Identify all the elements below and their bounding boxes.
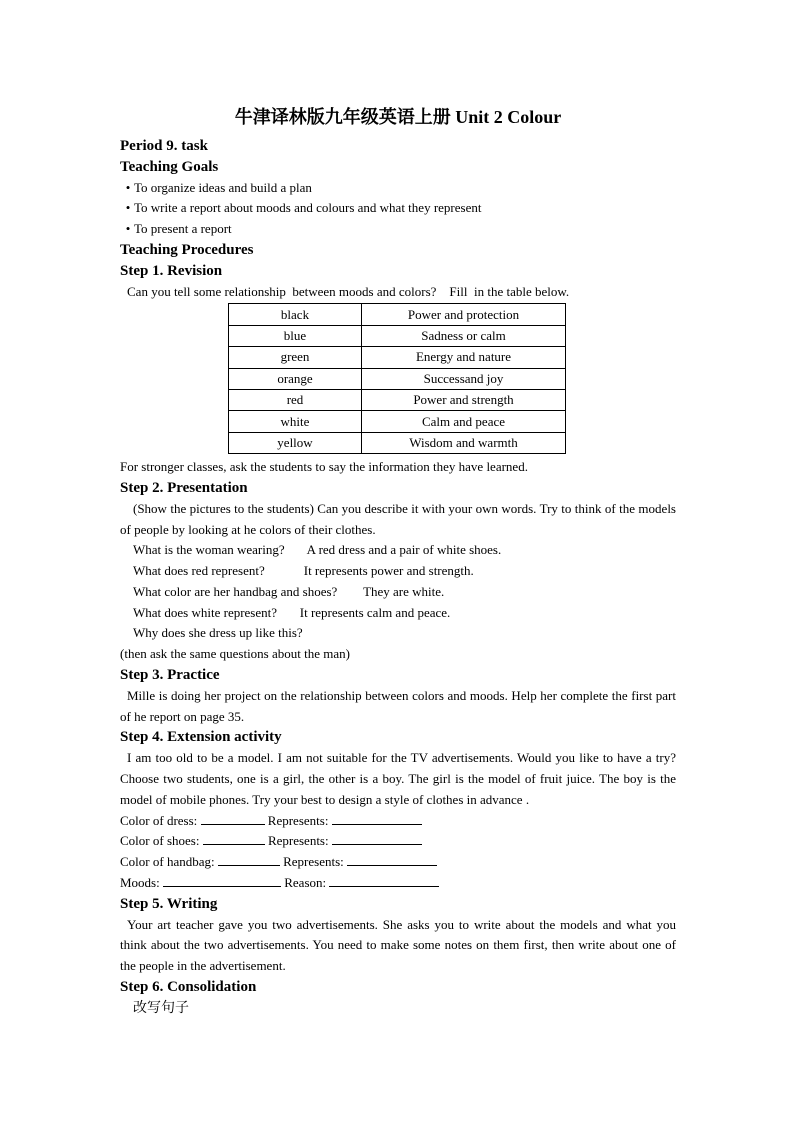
table-row: [229, 368, 566, 389]
handbag-represents-blank[interactable]: [347, 852, 437, 866]
step1-intro: Can you tell some relationship between moods and colors? Fill in the table below.: [127, 283, 570, 299]
step1-note: For stronger classes, ask the students to say the information they have learned.: [120, 459, 528, 475]
shoes-represents-blank[interactable]: [332, 831, 422, 845]
table-row: [229, 389, 566, 410]
qa-line: What does red represent? It represents power and strength.: [133, 563, 474, 579]
document-page: [120, 104, 676, 1019]
goal-item: • To organize ideas and build a plan: [120, 178, 676, 199]
qa-line: What is the woman wearing? A red dress and a pair of white shoes.: [133, 542, 502, 558]
color-cell: yellow: [229, 432, 362, 453]
reason-blank[interactable]: [329, 873, 439, 887]
mood-cell: Wisdom and warmth: [362, 432, 566, 453]
dress-color-blank[interactable]: [201, 811, 265, 825]
form-line-handbag: Color of handbag: Represents:: [120, 852, 676, 873]
bullet-icon: •: [125, 221, 131, 237]
mood-cell: Calm and peace: [362, 411, 566, 432]
qa-line: Why does she dress up like this?: [133, 625, 303, 641]
period-heading: Period 9. task: [120, 138, 208, 154]
step2-intro: (Show the pictures to the students) Can you describe it with your own words. Try to think of the models of people by looking at he colors of their clothes.: [120, 500, 676, 537]
mood-cell: Sadness or calm: [362, 325, 566, 346]
goal-item: • To write a report about moods and colours and what they represent: [120, 198, 676, 219]
color-cell: white: [229, 411, 362, 432]
table-row: [229, 432, 566, 453]
handbag-color-blank[interactable]: [218, 852, 280, 866]
bullet-icon: •: [125, 200, 131, 216]
dress-represents-blank[interactable]: [332, 811, 422, 825]
color-cell: green: [229, 347, 362, 368]
moods-blank[interactable]: [163, 873, 281, 887]
mood-cell: Power and strength: [362, 389, 566, 410]
step2-note: (then ask the same questions about the man): [120, 646, 350, 662]
step5-heading: Step 5. Writing: [120, 895, 218, 912]
form-line-shoes: Color of shoes: Represents:: [120, 831, 676, 852]
mood-cell: Energy and nature: [362, 347, 566, 368]
table-row: [229, 304, 566, 325]
step3-text: Mille is doing her project on the relationship between colors and moods. Help her complete the first part of he report on page 35.: [120, 687, 676, 724]
step4-heading: Step 4. Extension activity: [120, 729, 282, 746]
color-cell: orange: [229, 368, 362, 389]
step6-text: 改写句子: [133, 999, 189, 1016]
color-cell: blue: [229, 325, 362, 346]
step1-heading: Step 1. Revision: [120, 262, 223, 279]
page-title: 牛津译林版九年级英语上册 Unit 2 Colour: [234, 107, 562, 127]
bullet-icon: •: [125, 179, 131, 195]
table-row: [229, 411, 566, 432]
mood-cell: Power and protection: [362, 304, 566, 325]
step2-heading: Step 2. Presentation: [120, 479, 248, 496]
qa-line: What does white represent? It represents calm and peace.: [133, 604, 451, 620]
mood-cell: Successand joy: [362, 368, 566, 389]
step3-heading: Step 3. Practice: [120, 667, 220, 684]
shoes-color-blank[interactable]: [203, 831, 265, 845]
table-row: [229, 347, 566, 368]
goals-heading: Teaching Goals: [120, 158, 219, 175]
step6-heading: Step 6. Consolidation: [120, 979, 257, 996]
step4-text: I am too old to be a model. I am not suitable for the TV advertisements. Would you like to have a try? Choose two students, one is a girl, the other is a boy. The girl is the model of fruit juice. The boy is the model of mobile phones. Try your best to design a style of clothes in advance .: [120, 750, 676, 807]
form-line-moods: Moods: Reason:: [120, 873, 676, 894]
step5-text: Your art teacher gave you two advertisements. She asks you to write about the models and what you think about the two advertisements. You need to make some notes on them first, then write about one of the people in the advertisement.: [120, 916, 676, 974]
goal-item: • To present a report: [120, 219, 676, 240]
color-cell: black: [229, 304, 362, 325]
procedures-heading: Teaching Procedures: [120, 241, 254, 258]
colors-table: [228, 303, 566, 454]
color-cell: red: [229, 389, 362, 410]
table-row: [229, 325, 566, 346]
form-line-dress: Color of dress: Represents:: [120, 811, 676, 832]
qa-line: What color are her handbag and shoes? They are white.: [133, 583, 445, 599]
